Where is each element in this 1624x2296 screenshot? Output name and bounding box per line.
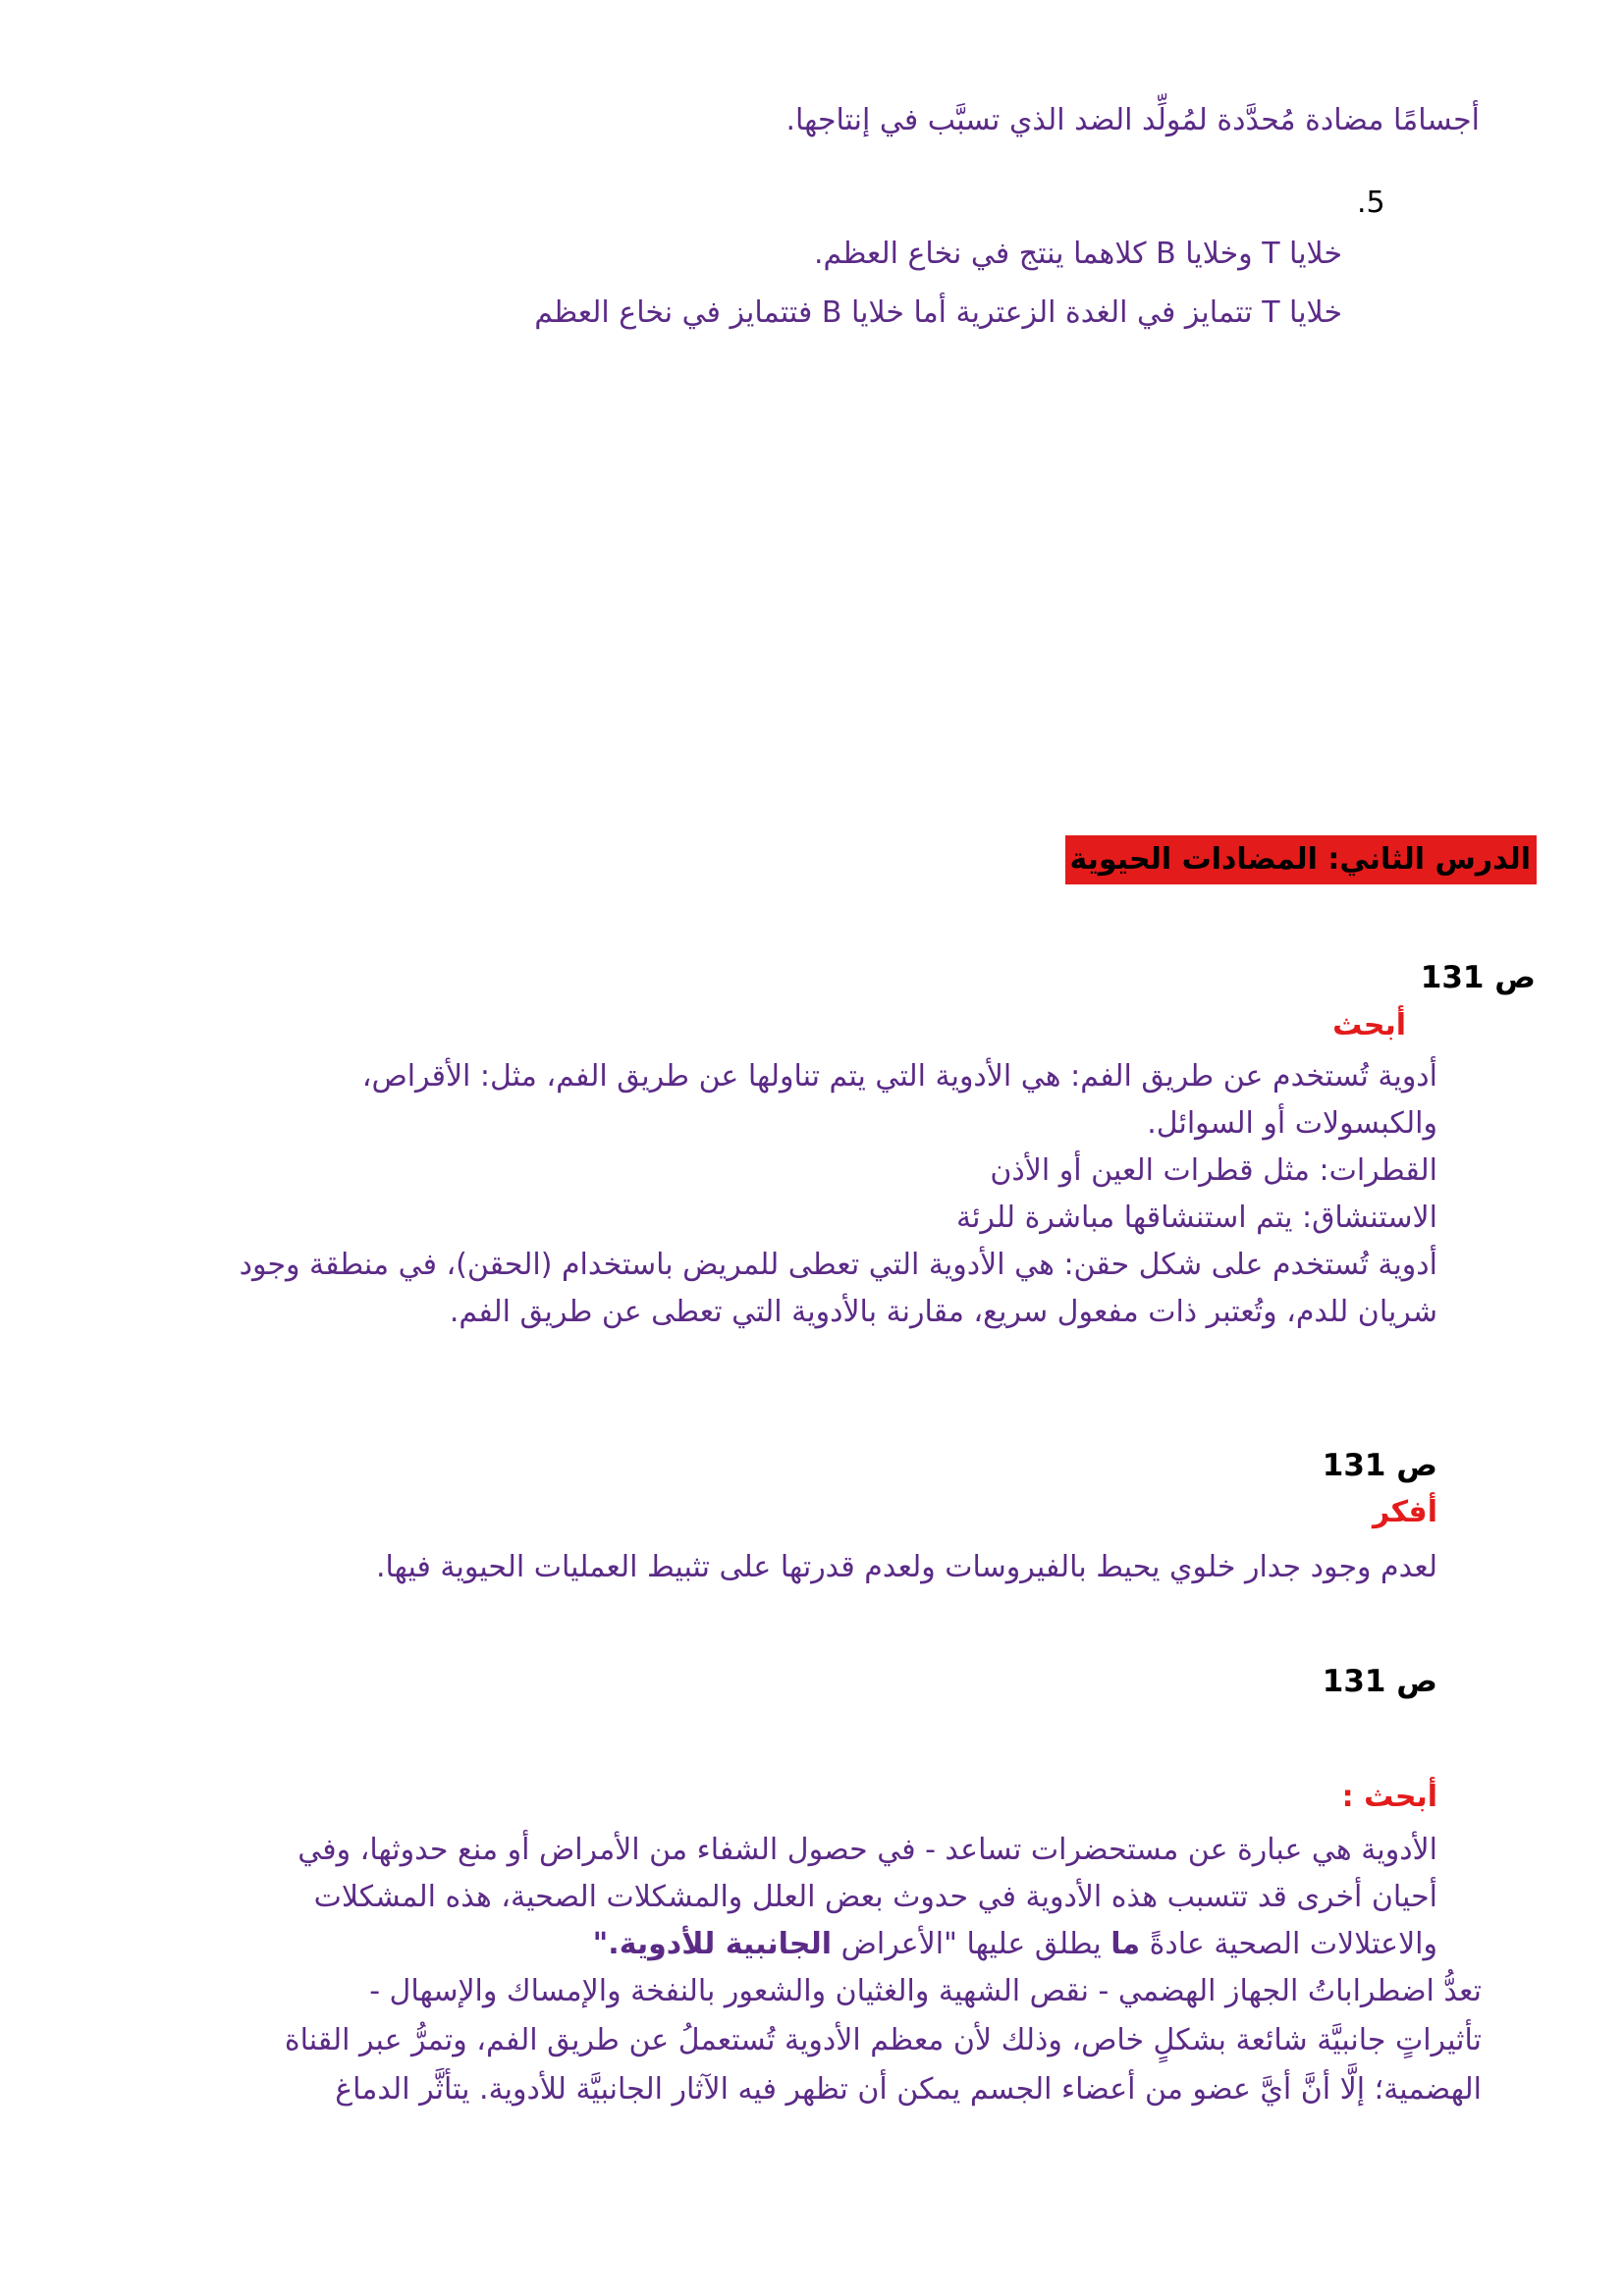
bold-word: ما <box>1110 1927 1141 1961</box>
section3-body-continued <box>68 1969 1482 2112</box>
answer-line-antibodies: أجسامًا مضادة مُحدَّدة لمُولِّد الضد الذي تسبَّب في إنتاجها. <box>785 103 1480 137</box>
text-line: تأثيراتٍ جانبيَّة شائعة بشكلٍ خاص، وذلك لأن معظم الأدوية تُستعملُ عن طريق الفم، وتمرُّ عبر القناة <box>284 2023 1482 2057</box>
lesson-title: الدرس الثاني: المضادات الحيوية <box>1065 835 1537 884</box>
answer-line-thymus: خلايا T تتمايز في الغدة الزعترية أما خلايا B فتتمايز في نخاع العظم <box>534 295 1342 330</box>
text-line: أحيان أخرى قد تتسبب هذه الأدوية في حدوث بعض العلل والمشكلات الصحية، هذه المشكلات <box>313 1880 1437 1914</box>
section-heading: أبحث <box>1332 1008 1406 1042</box>
page-reference: ص 131 <box>1322 1448 1437 1483</box>
text-line <box>63 1922 1437 1967</box>
text-line: شريان للدم، وتُعتبر ذات مفعول سريع، مقارنة بالأدوية التي تعطى عن طريق الفم. <box>449 1295 1437 1329</box>
text-segment: والاعتلالات الصحية عادةً <box>1140 1927 1437 1961</box>
text-line: الهضمية؛ إلَّا أنَّ أيَّ عضو من أعضاء الجسم يمكن أن تظهر فيه الآثار الجانبيَّة للأدوية. يتأثَّر الدماغ <box>335 2072 1482 2107</box>
section1-body <box>63 1054 1437 1335</box>
text-line: تعدُّ اضطراباتُ الجهاز الهضمي - نقص الشهية والغثيان والشعور بالنفخة والإمساك والإسهال - <box>369 1974 1482 2008</box>
page-reference: ص 131 <box>1322 1664 1437 1699</box>
section-heading: أفكر <box>1372 1495 1437 1529</box>
bold-term: الجانبية للأدوية <box>619 1927 833 1961</box>
section3-body <box>63 1828 1437 1967</box>
question-number: .5 <box>1357 186 1385 220</box>
text-segment: يطلق عليها "الأعراض <box>832 1927 1111 1961</box>
text-line: الأدوية هي عبارة عن مستحضرات تساعد - في حصول الشفاء من الأمراض أو منع حدوثها، وفي <box>298 1833 1437 1867</box>
text-line: والكبسولات أو السوائل. <box>1147 1106 1437 1141</box>
text-line: القطرات: مثل قطرات العين أو الأذن <box>990 1153 1437 1188</box>
text-line: الاستنشاق: يتم استنشاقها مباشرة للرئة <box>955 1201 1437 1235</box>
text-segment: ." <box>592 1927 620 1961</box>
answer-line-viruses: لعدم وجود جدار خلوي يحيط بالفيروسات ولعدم قدرتها على تثبيط العمليات الحيوية فيها. <box>375 1550 1437 1584</box>
answer-line-bone-marrow: خلايا T وخلايا B كلاهما ينتج في نخاع العظم. <box>813 237 1342 271</box>
section-heading: أبحث : <box>1341 1780 1437 1814</box>
page-reference: ص 131 <box>1420 960 1536 995</box>
text-line: أدوية تُستخدم على شكل حقن: هي الأدوية التي تعطى للمريض باستخدام (الحقن)، في منطقة وجود <box>239 1248 1437 1282</box>
text-line: أدوية تُستخدم عن طريق الفم: هي الأدوية التي يتم تناولها عن طريق الفم، مثل: الأقراص، <box>361 1059 1437 1094</box>
